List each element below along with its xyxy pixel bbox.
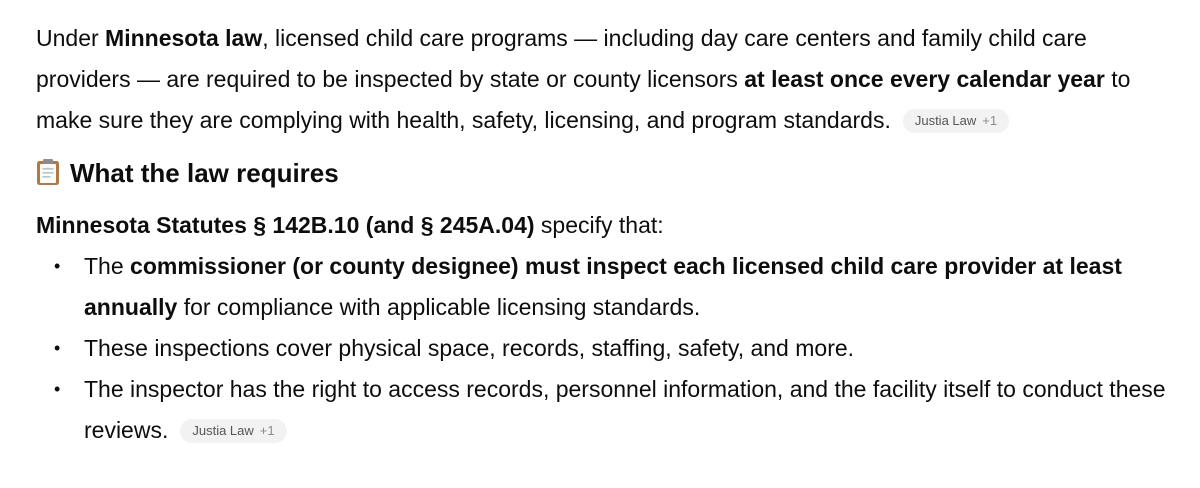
requirements-list (36, 246, 1166, 451)
intro-paragraph (36, 18, 1166, 141)
list-item (36, 328, 1166, 369)
citation-source: Justia Law (192, 423, 254, 438)
citation-chip-intro[interactable] (903, 109, 1009, 133)
section-heading (36, 155, 1166, 191)
statute-lead-text: specify that: (534, 212, 664, 238)
list-item-text: These inspections cover physical space, records, staffing, safety, and more. (84, 335, 855, 361)
chat-response (36, 18, 1166, 451)
list-item-bold: commissioner (or county designee) must inspect each licensed child care provider at least annually (84, 253, 1122, 320)
citation-count: +1 (259, 423, 275, 438)
list-item-text-1: The (84, 253, 131, 279)
statute-reference: Minnesota Statutes § 142B.10 (and § 245A.04) (36, 212, 535, 238)
bullet: • (54, 256, 61, 276)
list-item (36, 246, 1166, 328)
intro-text-3: to make sure they are complying with health, safety, licensing, and program standards. (36, 66, 1131, 133)
citation-chip-list[interactable] (180, 419, 286, 443)
list-item-text-2: for compliance with applicable licensing standards. (177, 294, 701, 320)
bullet: • (54, 338, 61, 358)
citation-count: +1 (982, 113, 998, 128)
intro-text-2: , licensed child care programs — including day care centers and family child care providers — are required to be inspected by state or county licensors (36, 25, 1087, 92)
intro-text-1: Under (36, 25, 106, 51)
citation-source: Justia Law (914, 113, 977, 128)
clipboard-icon (36, 158, 60, 186)
list-item (36, 369, 1166, 451)
bullet: • (54, 379, 61, 399)
list-item-text: The inspector has the right to access records, personnel information, and the facility itself to conduct these reviews. (84, 376, 1166, 443)
statute-lead (36, 205, 1166, 246)
section-title: What the law requires (70, 158, 339, 188)
intro-bold-minnesota-law: Minnesota law (105, 25, 263, 51)
intro-bold-frequency: at least once every calendar year (744, 66, 1105, 92)
